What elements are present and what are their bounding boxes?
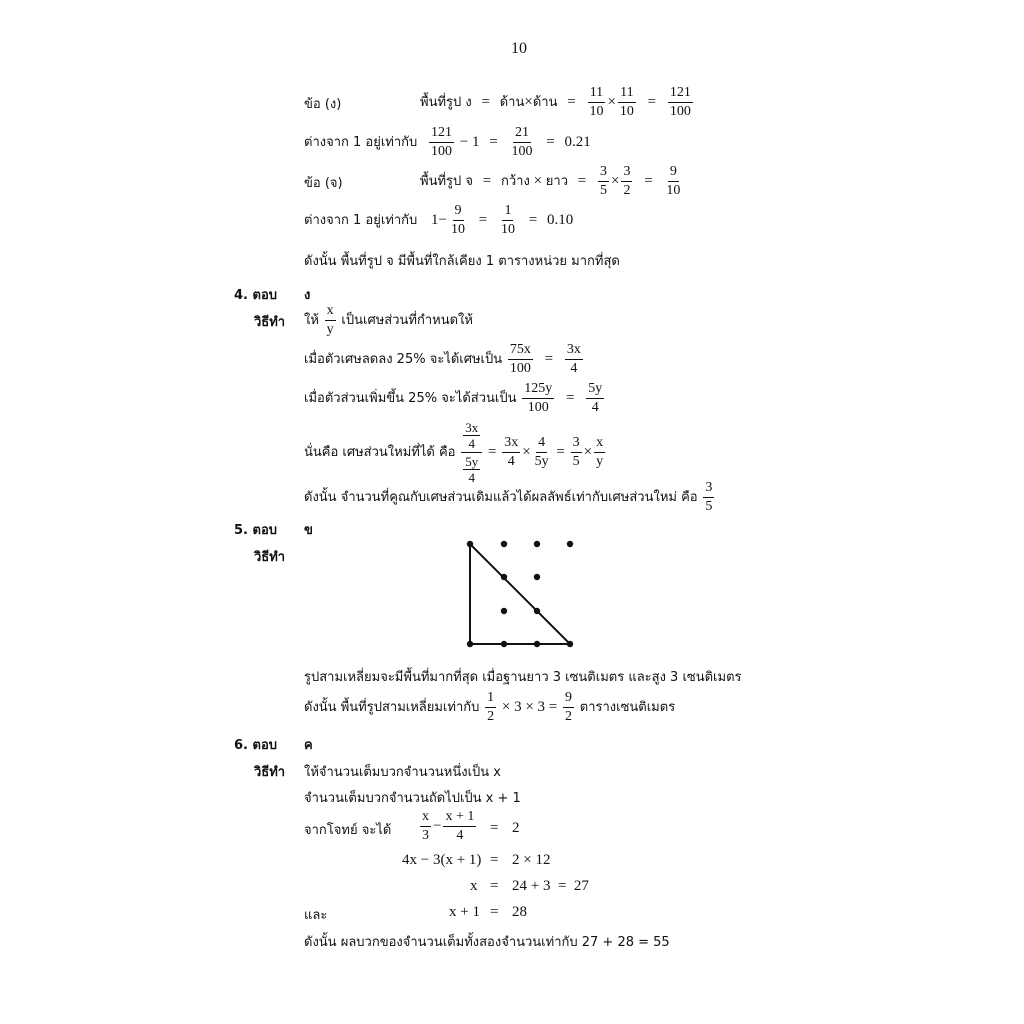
q6-line6-left: x + 1 — [449, 904, 480, 920]
triangle-shape — [470, 544, 570, 644]
q6-line2: จำนวนเต็มบวกจำนวนถัดไปเป็น x + 1 — [304, 791, 521, 806]
grid-dot — [501, 574, 507, 580]
q4-line4: นั่นคือ เศษส่วนใหม่ที่ได้ คือ 3x 4 5y 4 = $\frac{3x}{4}$ × $\frac{4}{5y}$ = $\frac{3}{5}$ × $\frac{x}{y}$ — [304, 420, 604, 485]
q4-number: 4. ตอบ — [234, 288, 278, 303]
grid-dot — [467, 641, 473, 647]
option-e-equation: พื้นที่รูป จ = กว้าง × ยาว = $\frac{3}{5}$ × $\frac{3}{2}$ = $\frac{9}{10}$ — [420, 164, 681, 198]
grid-dot — [567, 541, 573, 547]
q4-line2: เมื่อตัวเศษลดลง 25% จะได้เศษเป็น $\frac{75x}{100}$ = $\frac{3x}{4}$ — [304, 342, 581, 376]
q5-number: 5. ตอบ — [234, 523, 278, 538]
q5-line1: รูปสามเหลี่ยมจะมีพื้นที่มากที่สุด เมื่อฐานยาว 3 เซนติเมตร และสูง 3 เซนติเมตร — [304, 670, 742, 685]
q6-line3-label: จากโจทย์ จะได้ — [304, 823, 392, 838]
q5-line2: ดังนั้น พื้นที่รูปสามเหลี่ยมเท่ากับ $\frac{1}{2}$ × 3 × 3 = $\frac{9}{2}$ ตารางเซนติเมตร — [304, 690, 676, 724]
q6-line5-right: 24 + 3 = 27 — [512, 878, 589, 894]
page-number: 10 — [511, 40, 527, 57]
q6-number: 6. ตอบ — [234, 738, 278, 753]
grid-dot — [534, 541, 540, 547]
grid-dot — [534, 641, 540, 647]
option-e-difference: ต่างจาก 1 อยู่เท่ากับ 1− $\frac{9}{10}$ = $\frac{1}{10}$ = 0.10 — [304, 203, 574, 237]
triangle-dot-grid-figure — [460, 534, 582, 654]
q6-and-label: และ — [304, 908, 328, 923]
option-e-label: ข้อ (จ) — [304, 176, 343, 191]
q4-answer: ง — [304, 288, 311, 303]
q6-method-label: วิธีทำ — [254, 765, 286, 780]
q6-line6-eq: = — [490, 904, 499, 920]
q6-line4-right: 2 × 12 — [512, 852, 551, 868]
grid-dot — [501, 641, 507, 647]
grid-dot — [567, 641, 573, 647]
q6-line4-eq: = — [490, 852, 499, 868]
q6-line5-left: x — [470, 878, 478, 894]
q4-line1: ให้ $\frac{x}{y}$ เป็นเศษส่วนที่กำหนดให้ — [304, 303, 473, 337]
q4-method-label: วิธีทำ — [254, 315, 286, 330]
q6-line6-right: 28 — [512, 904, 527, 920]
grid-dot — [534, 574, 540, 580]
q6-line5-eq: = — [490, 878, 499, 894]
q6-line3-result: 2 — [512, 820, 520, 836]
q6-line3-eq: = — [490, 820, 499, 836]
option-d-difference: ต่างจาก 1 อยู่เท่ากับ $\frac{121}{100}$ − 1 = $\frac{21}{100}$ = 0.21 — [304, 125, 591, 159]
grid-dot — [467, 541, 473, 547]
option-d-equation: พื้นที่รูป ง = ด้าน×ด้าน = $\frac{11}{10}$ × $\frac{11}{10}$ = $\frac{121}{100}$ — [420, 85, 691, 119]
q5-answer: ข — [304, 523, 313, 538]
option-d-label: ข้อ (ง) — [304, 97, 342, 112]
q6-line1: ให้จำนวนเต็มบวกจำนวนหนึ่งเป็น x — [304, 765, 501, 780]
q5-method-label: วิธีทำ — [254, 550, 286, 565]
section-conclusion: ดังนั้น พื้นที่รูป จ มีพื้นที่ใกล้เคียง 1 ตารางหน่วย มากที่สุด — [304, 254, 620, 269]
grid-dot — [501, 541, 507, 547]
q4-line3: เมื่อตัวส่วนเพิ่มขึ้น 25% จะได้ส่วนเป็น $\frac{125y}{100}$ = $\frac{5y}{4}$ — [304, 381, 603, 415]
grid-dot — [501, 608, 507, 614]
q6-line7: ดังนั้น ผลบวกของจำนวนเต็มทั้งสองจำนวนเท่ากับ 27 + 28 = 55 — [304, 935, 670, 950]
q6-answer: ค — [304, 738, 313, 753]
q4-line5: ดังนั้น จำนวนที่คูณกับเศษส่วนเดิมแล้วได้ผลลัพธ์เท่ากับเศษส่วนใหม่ คือ $\frac{3}{5}$ — [304, 480, 713, 514]
q6-line3-equation: $\frac{x}{3}$ − $\frac{x + 1}{4}$ — [422, 809, 475, 843]
q6-line4-left: 4x − 3(x + 1) — [402, 852, 482, 868]
grid-dot — [534, 608, 540, 614]
